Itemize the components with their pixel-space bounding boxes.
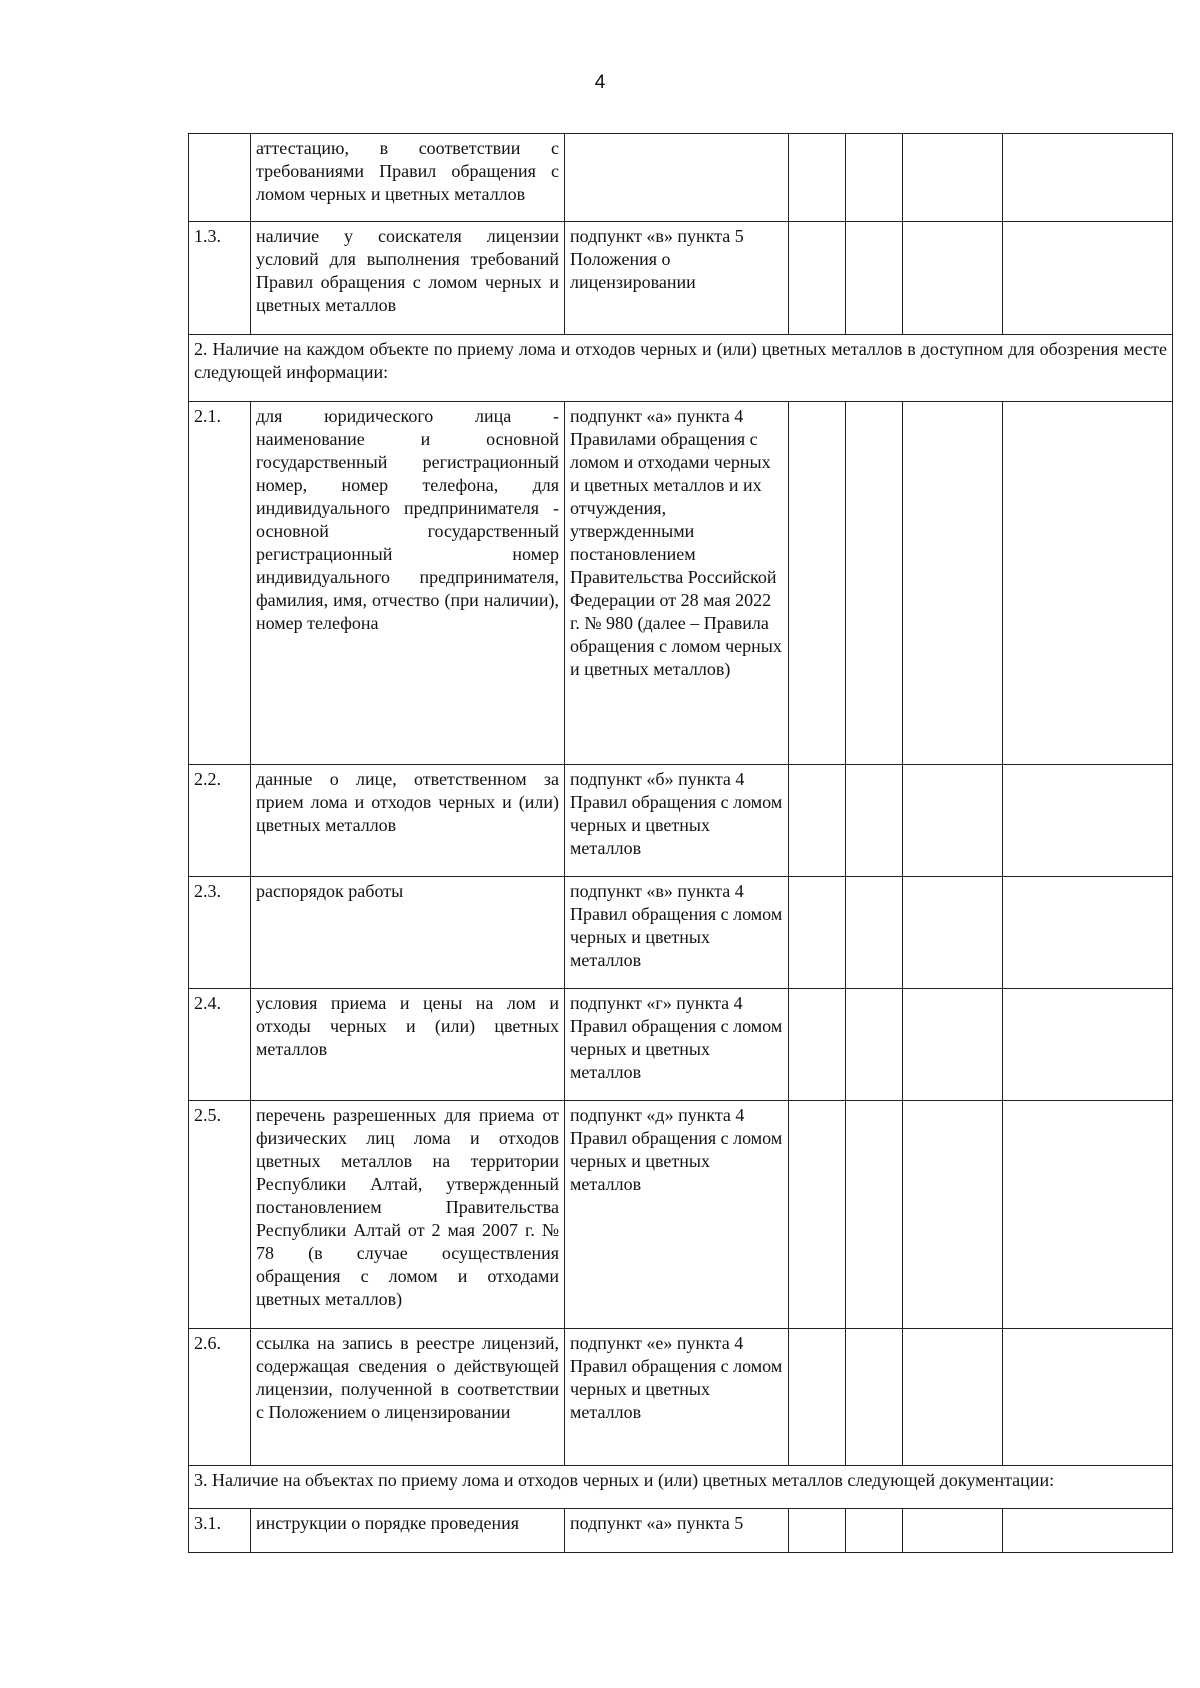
item-number: 3.1. bbox=[189, 1509, 251, 1553]
requirement-text: инструкции о порядке проведения bbox=[251, 1509, 565, 1553]
blank-cell bbox=[903, 134, 1003, 222]
requirement-text: перечень разрешенных для приема от физических лиц лома и отходов цветных металлов на территории Республики Алтай, утвержденный постановлением Правительства Республики Алтай от 2 мая 2007 г. № 78 (в случае осуществления обращения с ломом и отходами цветных металлов) bbox=[251, 1101, 565, 1329]
blank-cell bbox=[846, 1329, 903, 1466]
legal-reference: подпункт «е» пункта 4 Правил обращения с ломом черных и цветных металлов bbox=[565, 1329, 789, 1466]
blank-cell bbox=[846, 765, 903, 877]
requirement-text: аттестацию, в соответствии с требованиями Правил обращения с ломом черных и цветных металлов bbox=[251, 134, 565, 222]
blank-cell bbox=[1003, 765, 1173, 877]
item-number: 2.6. bbox=[189, 1329, 251, 1466]
blank-cell bbox=[789, 402, 846, 765]
blank-cell bbox=[846, 1509, 903, 1553]
section-heading: 2. Наличие на каждом объекте по приему лома и отходов черных и (или) цветных металлов в доступном для обозрения месте следующей информации: bbox=[189, 335, 1173, 402]
section-row bbox=[189, 1466, 1173, 1509]
table-row bbox=[189, 877, 1173, 989]
blank-cell bbox=[789, 989, 846, 1101]
blank-cell bbox=[903, 402, 1003, 765]
item-number bbox=[189, 134, 251, 222]
blank-cell bbox=[789, 134, 846, 222]
blank-cell bbox=[1003, 1329, 1173, 1466]
legal-reference: подпункт «б» пункта 4 Правил обращения с ломом черных и цветных металлов bbox=[565, 765, 789, 877]
blank-cell bbox=[1003, 222, 1173, 335]
blank-cell bbox=[1003, 402, 1173, 765]
blank-cell bbox=[1003, 877, 1173, 989]
blank-cell bbox=[789, 1329, 846, 1466]
table-row bbox=[189, 1509, 1173, 1553]
requirement-text: данные о лице, ответственном за прием лома и отходов черных и (или) цветных металлов bbox=[251, 765, 565, 877]
legal-reference: подпункт «д» пункта 4 Правил обращения с ломом черных и цветных металлов bbox=[565, 1101, 789, 1329]
legal-reference: подпункт «в» пункта 4 Правил обращения с ломом черных и цветных металлов bbox=[565, 877, 789, 989]
blank-cell bbox=[903, 989, 1003, 1101]
blank-cell bbox=[1003, 989, 1173, 1101]
requirement-text: ссылка на запись в реестре лицензий, содержащая сведения о действующей лицензии, полученной в соответствии с Положением о лицензировании bbox=[251, 1329, 565, 1466]
blank-cell bbox=[903, 1329, 1003, 1466]
item-number: 2.2. bbox=[189, 765, 251, 877]
legal-reference: подпункт «а» пункта 4 Правилами обращения с ломом и отходами черных и цветных металлов и их отчуждения, утвержденными постановлением Правительства Российской Федерации от 28 мая 2022 г. № 980 (далее – Правила обращения с ломом черных и цветных металлов) bbox=[565, 402, 789, 765]
blank-cell bbox=[903, 1101, 1003, 1329]
blank-cell bbox=[846, 402, 903, 765]
page-number: 4 bbox=[594, 72, 606, 93]
requirement-text: распорядок работы bbox=[251, 877, 565, 989]
table-row bbox=[189, 222, 1173, 335]
table-row bbox=[189, 1329, 1173, 1466]
item-number: 2.4. bbox=[189, 989, 251, 1101]
legal-reference bbox=[565, 134, 789, 222]
blank-cell bbox=[789, 1101, 846, 1329]
table-row bbox=[189, 1101, 1173, 1329]
item-number: 2.1. bbox=[189, 402, 251, 765]
section-row bbox=[189, 335, 1173, 402]
blank-cell bbox=[903, 877, 1003, 989]
blank-cell bbox=[846, 989, 903, 1101]
legal-reference: подпункт «а» пункта 5 bbox=[565, 1509, 789, 1553]
section-heading: 3. Наличие на объектах по приему лома и отходов черных и (или) цветных металлов следующей документации: bbox=[189, 1466, 1173, 1509]
table-row bbox=[189, 765, 1173, 877]
blank-cell bbox=[1003, 1101, 1173, 1329]
item-number: 2.3. bbox=[189, 877, 251, 989]
table-row bbox=[189, 402, 1173, 765]
blank-cell bbox=[846, 877, 903, 989]
checklist-table bbox=[188, 133, 1173, 1553]
blank-cell bbox=[789, 222, 846, 335]
legal-reference: подпункт «г» пункта 4 Правил обращения с ломом черных и цветных металлов bbox=[565, 989, 789, 1101]
requirement-text: для юридического лица - наименование и основной государственный регистрационный номер, номер телефона, для индивидуального предпринимателя - основной государственный регистрационный номер индивидуального предпринимателя, фамилия, имя, отчество (при наличии), номер телефона bbox=[251, 402, 565, 765]
blank-cell bbox=[846, 134, 903, 222]
blank-cell bbox=[903, 222, 1003, 335]
blank-cell bbox=[789, 877, 846, 989]
blank-cell bbox=[1003, 1509, 1173, 1553]
blank-cell bbox=[903, 765, 1003, 877]
blank-cell bbox=[846, 1101, 903, 1329]
blank-cell bbox=[903, 1509, 1003, 1553]
blank-cell bbox=[789, 1509, 846, 1553]
item-number: 1.3. bbox=[189, 222, 251, 335]
blank-cell bbox=[1003, 134, 1173, 222]
requirement-text: наличие у соискателя лицензии условий для выполнения требований Правил обращения с ломом черных и цветных металлов bbox=[251, 222, 565, 335]
table-row bbox=[189, 989, 1173, 1101]
requirement-text: условия приема и цены на лом и отходы черных и (или) цветных металлов bbox=[251, 989, 565, 1101]
table-row bbox=[189, 134, 1173, 222]
item-number: 2.5. bbox=[189, 1101, 251, 1329]
legal-reference: подпункт «в» пункта 5 Положения о лицензировании bbox=[565, 222, 789, 335]
blank-cell bbox=[846, 222, 903, 335]
blank-cell bbox=[789, 765, 846, 877]
